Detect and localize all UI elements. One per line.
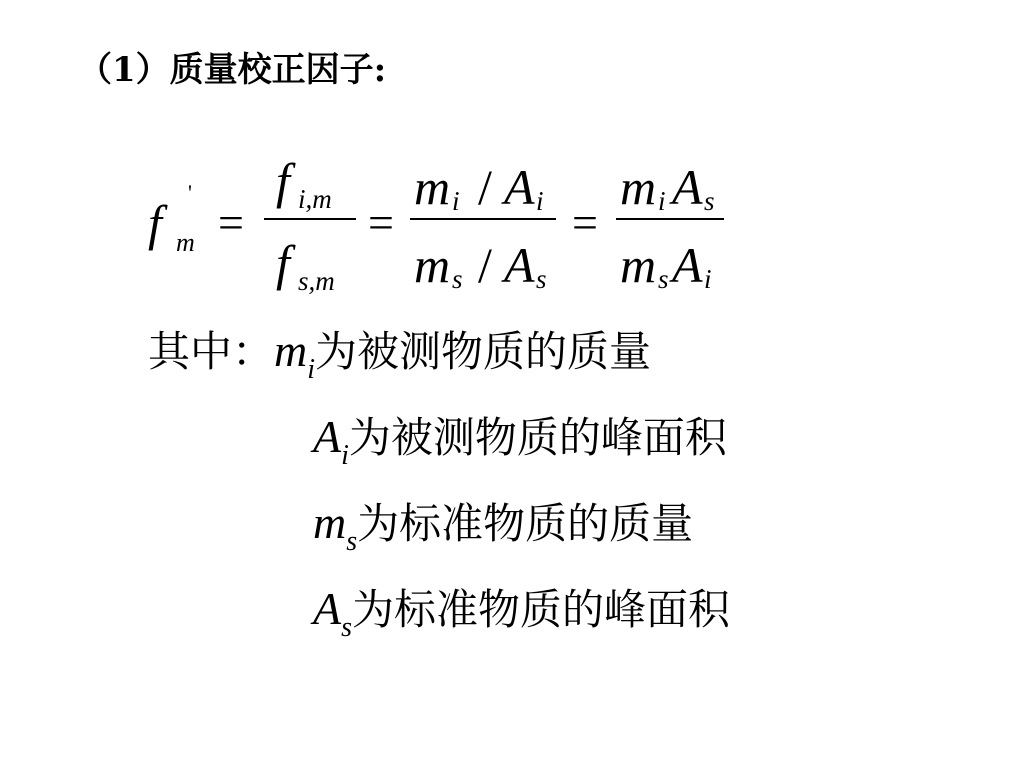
definition-subscript: i: [341, 440, 349, 471]
frac2-num-slash: /: [478, 159, 492, 215]
definition-variable: m: [313, 497, 347, 548]
definition-text: 为被测物质的质量: [315, 327, 652, 376]
definition-text: 为标准物质的质量: [357, 499, 694, 548]
lhs-prime: ': [188, 180, 192, 205]
definition-subscript: i: [307, 354, 316, 385]
definition-line-3: [313, 497, 694, 557]
frac2-den-m: m: [414, 237, 451, 293]
frac1-denominator: f: [276, 235, 290, 291]
definition-variable: A: [313, 411, 342, 462]
frac3-num-A-sub: s: [704, 186, 715, 216]
definition-subscript: s: [346, 526, 358, 557]
definition-line-1: [148, 325, 652, 385]
lhs-symbol: f: [148, 195, 162, 251]
equals-sign-2: =: [368, 197, 394, 248]
lhs-subscript: m: [176, 228, 195, 257]
frac3-den-A: A: [672, 237, 703, 293]
section-heading: （1）质量校正因子:: [78, 50, 387, 90]
definition-prefix: 其中：: [148, 327, 275, 376]
definition-line-2: [313, 411, 727, 471]
mass-correction-factor-formula: [148, 150, 768, 300]
frac3-den-m: m: [620, 237, 657, 293]
frac3-bar: [616, 218, 724, 220]
definition-text: 为标准物质的峰面积: [352, 585, 731, 634]
frac2-den-slash: /: [478, 237, 492, 293]
equals-sign-1: =: [218, 197, 244, 248]
frac2-den-A: A: [504, 237, 535, 293]
frac3-num-A: A: [672, 159, 703, 215]
equals-sign-3: =: [572, 197, 598, 248]
frac1-bar: [264, 218, 356, 220]
definition-variable: m: [274, 325, 308, 376]
frac1-denominator-sub: s,m: [298, 266, 335, 296]
frac2-num-m: m: [414, 159, 451, 215]
frac2-bar: [410, 218, 556, 220]
frac2-den-m-sub: s: [452, 264, 463, 294]
frac2-den-A-sub: s: [536, 264, 547, 294]
frac1-numerator-sub: i,m: [298, 184, 332, 214]
definition-variable: A: [313, 583, 342, 634]
frac1-numerator: f: [276, 153, 290, 209]
frac3-den-m-sub: s: [658, 264, 669, 294]
definition-text: 为被测物质的峰面积: [348, 413, 727, 462]
frac2-num-A-sub: i: [536, 186, 544, 216]
frac3-den-A-sub: i: [704, 264, 712, 294]
frac2-num-A: A: [504, 159, 535, 215]
definition-line-4: [313, 583, 731, 643]
frac3-num-m-sub: i: [658, 186, 666, 216]
frac2-num-m-sub: i: [452, 186, 460, 216]
definition-subscript: s: [341, 612, 353, 643]
frac3-num-m: m: [620, 159, 657, 215]
